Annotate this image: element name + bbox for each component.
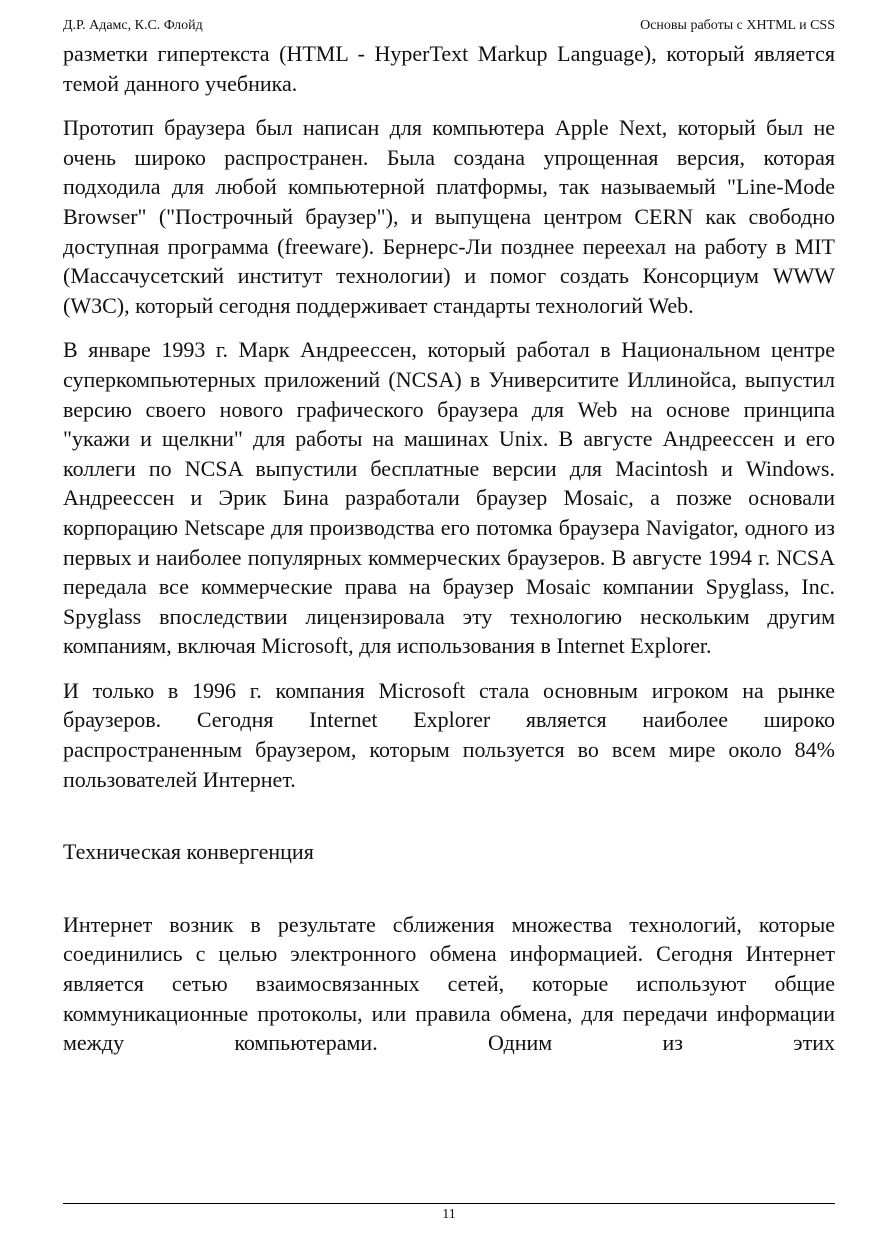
paragraph-technical-convergence: Интернет возник в результате сближения множества технологий, которые соединились с целью электронного обмена информацией. Сегодня Интернет является сетью взаимосвязанных сетей, которые используют общие коммуникационные протоколы, или правила обмена, для передачи информации между компьютерами. Одним из этих — [63, 911, 835, 1056]
page-number: 11 — [442, 1207, 456, 1222]
page-header — [63, 16, 835, 36]
page-body — [63, 39, 835, 1058]
paragraph-prototype-browser: Прототип браузера был написан для компьютера Apple Next, который был не очень широко распространен. Была создана упрощенная версия, которая подходила для любой компьютерной платформы, так называемый "Line-Mode Browser" ("Построчный браузер"), и выпущена центром CERN как свободно доступная программа (freeware). Бернерс-Ли позднее переехал на работу в MIT (Массачусетский институт технологии) и помог создать Консорциум WWW (W3C), который сегодня поддерживает стандарты технологий Web. — [63, 115, 835, 318]
paragraph-microsoft-ie: И только в 1996 г. компания Microsoft стала основным игроком на рынке браузеров. Сегодня Internet Explorer является наиболее широко распространенным браузером, которым пользуется во всем мире около 84% пользователей Интернет. — [63, 677, 835, 792]
paragraph-mosaic-history: В январе 1993 г. Марк Андреессен, который работал в Национальном центре суперкомпьютерных приложений (NCSA) в Университите Иллинойса, выпустил версию своего нового графического браузера для Web на основе принципа "укажи и щелкни" для работы на машинах Unix. В августе Андреессен и его коллеги по NCSA выпустили бесплатные версии для Macintosh и Windows. Андреессен и Эрик Бина разработали браузер Mosaic, а позже основали корпорацию Netscape для производства его потомка браузера Navigator, одного из первых и наиболее популярных коммерческих браузеров. В августе 1994 г. NCSA передала все коммерческие права на браузер Mosaic компании Spyglass, Inc. Spyglass впоследствии лицензировала эту технологию нескольким другим компаниям, включая Microsoft, для использования в Internet Explorer. — [63, 337, 835, 659]
section-heading: Техническая конвергенция — [63, 839, 314, 865]
footer-divider — [63, 1203, 835, 1204]
header-book-title: Основы работы с XHTML и CSS — [640, 18, 835, 33]
paragraph-continuation: разметки гипертекста (HTML - HyperText Markup Language), который является темой данного учебника. — [63, 41, 835, 96]
header-author: Д.Р. Адамс, К.С. Флойд — [63, 18, 203, 33]
